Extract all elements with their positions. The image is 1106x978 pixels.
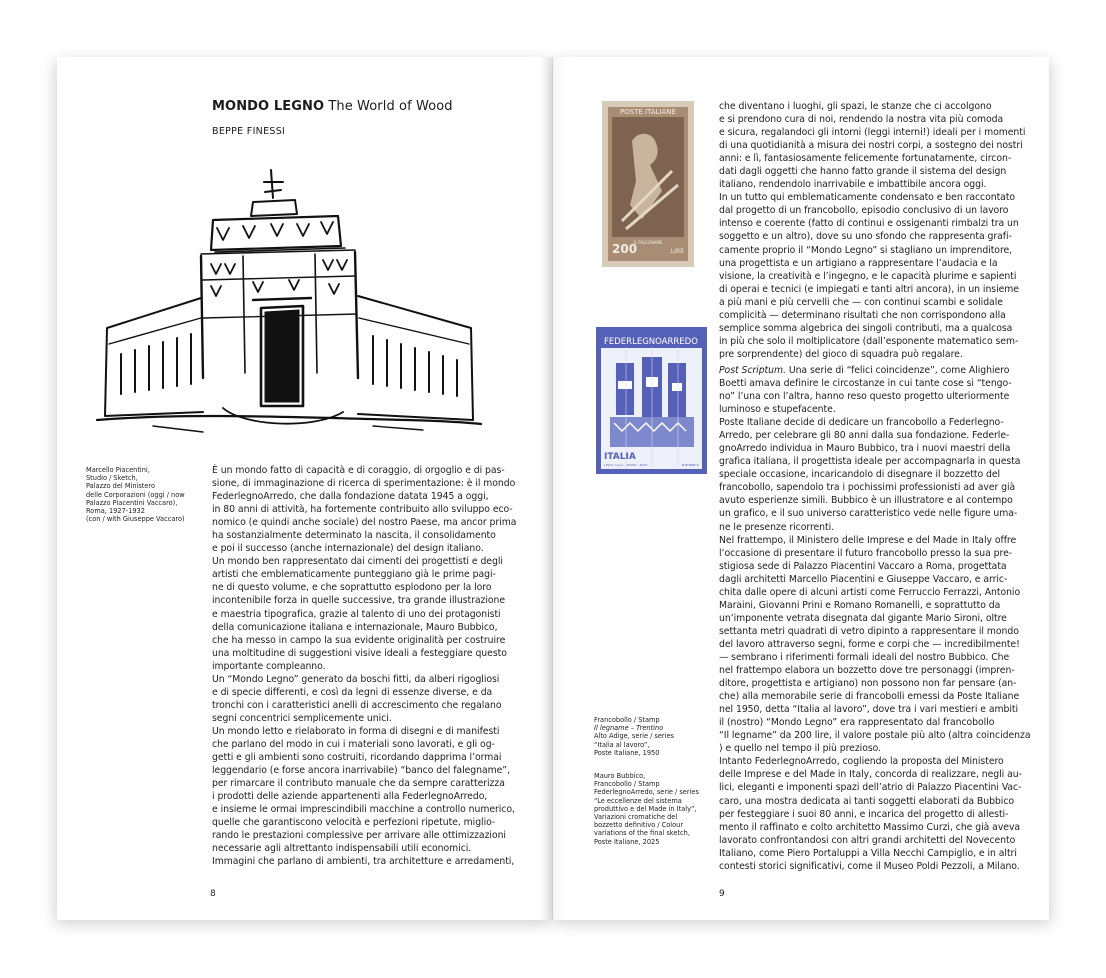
page-number-right: 9	[719, 889, 725, 899]
stamp2-signature: M.BUBBICO	[681, 463, 699, 467]
stamp1-currency: LIRE	[670, 248, 684, 255]
right-body-text-1: che diventano i luoghi, gli spazi, le stanze che ci accolgono e si prendono cura di noi, rendendo la nostra vita più comoda e sicura, regalandoci gli intorni (leggi interni!) ideali per i momenti di una quotidianità a misura dei nostri corpi, a sostegno dei nostri anni: e lì, fantasiosamente felicemente fortunatamente, circon- dati dagli oggetti che hanno fatto grande il sistema del design italiano, rendendolo inarrivabile e imbattibile ancora oggi. In un tutto qui emblematicamente condensato e ben raccontato dal progetto di un francobollo, episodio conclusivo di un lavoro intenso e coerente (fatto di continui e ossigenanti rimbalzi tra un soggetto e un altro), dove su uno sfondo che rappresenta grafi- camente proprio il “Mondo Legno” si stagliano un imprenditore, una progettista e un artigiano a rappresentare l’audacia e la visione, la creatività e l’ingegno, e le capacità plurime e sapienti di operai e tecnici (e impiegati e tanti altri ancora), in un insieme a più mani e più cervelli che — con continui scambi e solidale complicità — determinano risultati che non corrispondono alla semplice somma algebrica dei singoli contributi, ma a qualcosa in più che solo il moltiplicatore (dall’esponente matematico sem- pre sorprendente) del gioco di squadra può regalare.	[719, 101, 1026, 360]
stamp1-value: 200	[612, 242, 638, 256]
stamp1-caption-text: Francobollo / Stamp Il legname – Trentino Alto Adige, serie / series “Italia al lavoro”, Poste Italiane, 1950	[594, 716, 674, 757]
left-body-text: È un mondo fatto di capacità e di coraggio, di orgoglio e di pas- sione, di immaginazione di ricerca di sperimentazione: è il mondo FederlegnoArredo, che dalla fondazione datata 1945 a oggi, in 80 anni di attività, ha fortemente contribuito allo sviluppo eco- nomico (e quindi anche sociale) del nostro Paese, ma ancor prima ha sostanzialmente determinato la nascita, il consolidamento e poi il successo (anche internazionale) del design italiano. Un mondo ben rappresentato dai cimenti dei progettisti e degli artisti che emblematicamente punteggiano già le prime pagi- ne di questo volume, e che soprattutto esplodono per la loro incontenibile forza in quelle successive, tra grande illustrazione e maestria tipografica, grazie al talento di uno dei protagonisti della comunicazione italiana e internazionale, Mauro Bubbico, che ha messo in campo la sua evidente originalità per costruire una moltitudine di suggestioni visive ideali a festeggiare questo importante compleanno. Un “Mondo Legno” generato da boschi fitti, da alberi rigogliosi e di specie differenti, e così da legni di essenze diverse, e da tronchi con i caratteristici anelli di accrescimento che regalano segni concentrici semplicemente unici. Un mondo letto e rielaborato in forma di disegni e di manifesti che parlano del modo in cui i materiali sono lavorati, e gli og- getti e gli ambienti sono costruiti, ricordando dapprima l’ormai leggendario (e forse ancora inarrivabile) “banco del falegname”, per rimarcare il contributo manuale che da sempre caratterizza i prodotti delle aziende appartenenti alla FederlegnoArredo, e insieme le ormai imprescindibili macchine a controllo numerico, quelle che garantiscono velocità e perfezioni ripetute, miglio- rando le prestazioni complessive per arrivare alle ottimizzazioni necessarie agli altrettanto indispensabili utili economici. Immagini che parlano di ambienti, tra architetture e arredamenti,	[212, 465, 517, 868]
palazzo-sketch-image	[93, 168, 483, 440]
stamp2-country: ITALIA	[604, 452, 636, 462]
stamp2-printer: I.P.Z.S. S.p.A. – ROMA – 2025	[604, 463, 648, 467]
author-name: BEPPE FINESSI	[212, 126, 286, 137]
stamp1-caption: IL FALEGNAME	[633, 240, 663, 245]
article-title: MONDO LEGNO The World of Wood	[212, 99, 453, 114]
right-body-text-2: Boetti amava definire le circostanze in cui tante cose si “tengo- no” l’una con l’altra, hanno reso questo progetto ulteriormente luminoso e stupefacente. Poste Italiane decide di dedicare un francobollo a Federlegno- Arredo, per celebrare gli 80 anni dalla sua fondazione. Federle- gnoArredo individua in Mauro Bubbico, tra i nuovi maestri della grafica italiana, il progettista ideale per accompagnarla in questa speciale occasione, incaricandolo di disegnare il bozzetto del francobollo, sapendolo tra i pochissimi professionisti ad aver già avuto esperienze simili. Bubbico è un illustratore e al contempo un grafico, e il suo universo caratteristico vede nelle figure uma- ne le presenze ricorrenti. Nel frattempo, il Ministero delle Imprese e del Made in Italy offre l’occasione di presentare il futuro francobollo presso la sua pre- stigiosa sede di Palazzo Piacentini Vaccaro a Roma, progettata dagli architetti Marcello Piacentini e Giuseppe Vaccaro, e arric- chita dalle opere di alcuni artisti come Ferruccio Ferrazzi, Antonio Maraini, Giovanni Prini e Romano Romanelli, e soprattutto da un’imponente vetrata disegnata dal gigante Mario Sironi, oltre settanta metri quadrati di vetro dipinto a rappresentare il mondo del lavoro attraverso segni, forme e corpi che — incredibilmente! — sembrano i riferimenti formali ideali del nostro Bubbico. Che nel frattempo elabora un bozzetto dove tre personaggi (impren- ditore, progettista e artigiano) non possono non far pensare (an- che) alla memorabile serie di francobolli emessi da Poste Italiane nel 1950, detta “Italia al lavoro”, dove tra i vari mestieri e ambiti il (nostro) “Mondo Legno” era rappresentato dal francobollo “Il legname” da 200 lire, il valore postale più alto (altra coincidenza ) e quello nel tempo il più prezioso. Intanto FederlegnoArredo, cogliendo la proposta del Ministero delle Imprese e del Made in Italy, concorda di realizzare, negli au- lici, eleganti e imponenti spazi dell’atrio di Palazzo Piacentini Vac- caro, una mostra dedicata ai tanti soggetti elaborati da Bubbico per festeggiare i suoi 80 anni, e incarica del progetto di allesti- mento il raffinato e colto architetto Massimo Curzi, che già aveva lavorato confrontandosi con altri grandi architetti del Novecento Italiano, come Piero Portaluppi a Villa Necchi Campiglio, e in altri contesti storici significativi, come il Museo Poldi Pezzoli, a Milano.	[719, 378, 1031, 872]
book-gutter	[540, 57, 566, 920]
post-scriptum-line: Post Scriptum. Una serie di “felici coincidenze”, come Alighiero	[719, 365, 1010, 376]
stamp-2025-federlegnoarredo	[596, 327, 707, 474]
stamp2-caption-text: Mauro Bubbico, Francobollo / Stamp FederlegnoArredo, serie / series “Le eccellenze del sistema produttivo e del Made in Italy”, Variazioni cromatiche del bozzetto definitivo / Colour variations of the final sketch, Poste Italiane, 2025	[594, 772, 699, 846]
sketch-caption: Marcello Piacentini, Studio / Sketch, Palazzo del Ministero delle Corporazioni (oggi / now Palazzo Piacentini Vaccaro), Roma, 1927-1932 (con / with Giuseppe Vaccaro)	[86, 466, 185, 524]
page-number-left: 8	[210, 889, 216, 899]
stamp-1950-il-legname	[602, 101, 694, 267]
stamp1-header: POSTE ITALIANE	[619, 108, 677, 116]
stamp2-header: FEDERLEGNOARREDO	[604, 337, 698, 347]
